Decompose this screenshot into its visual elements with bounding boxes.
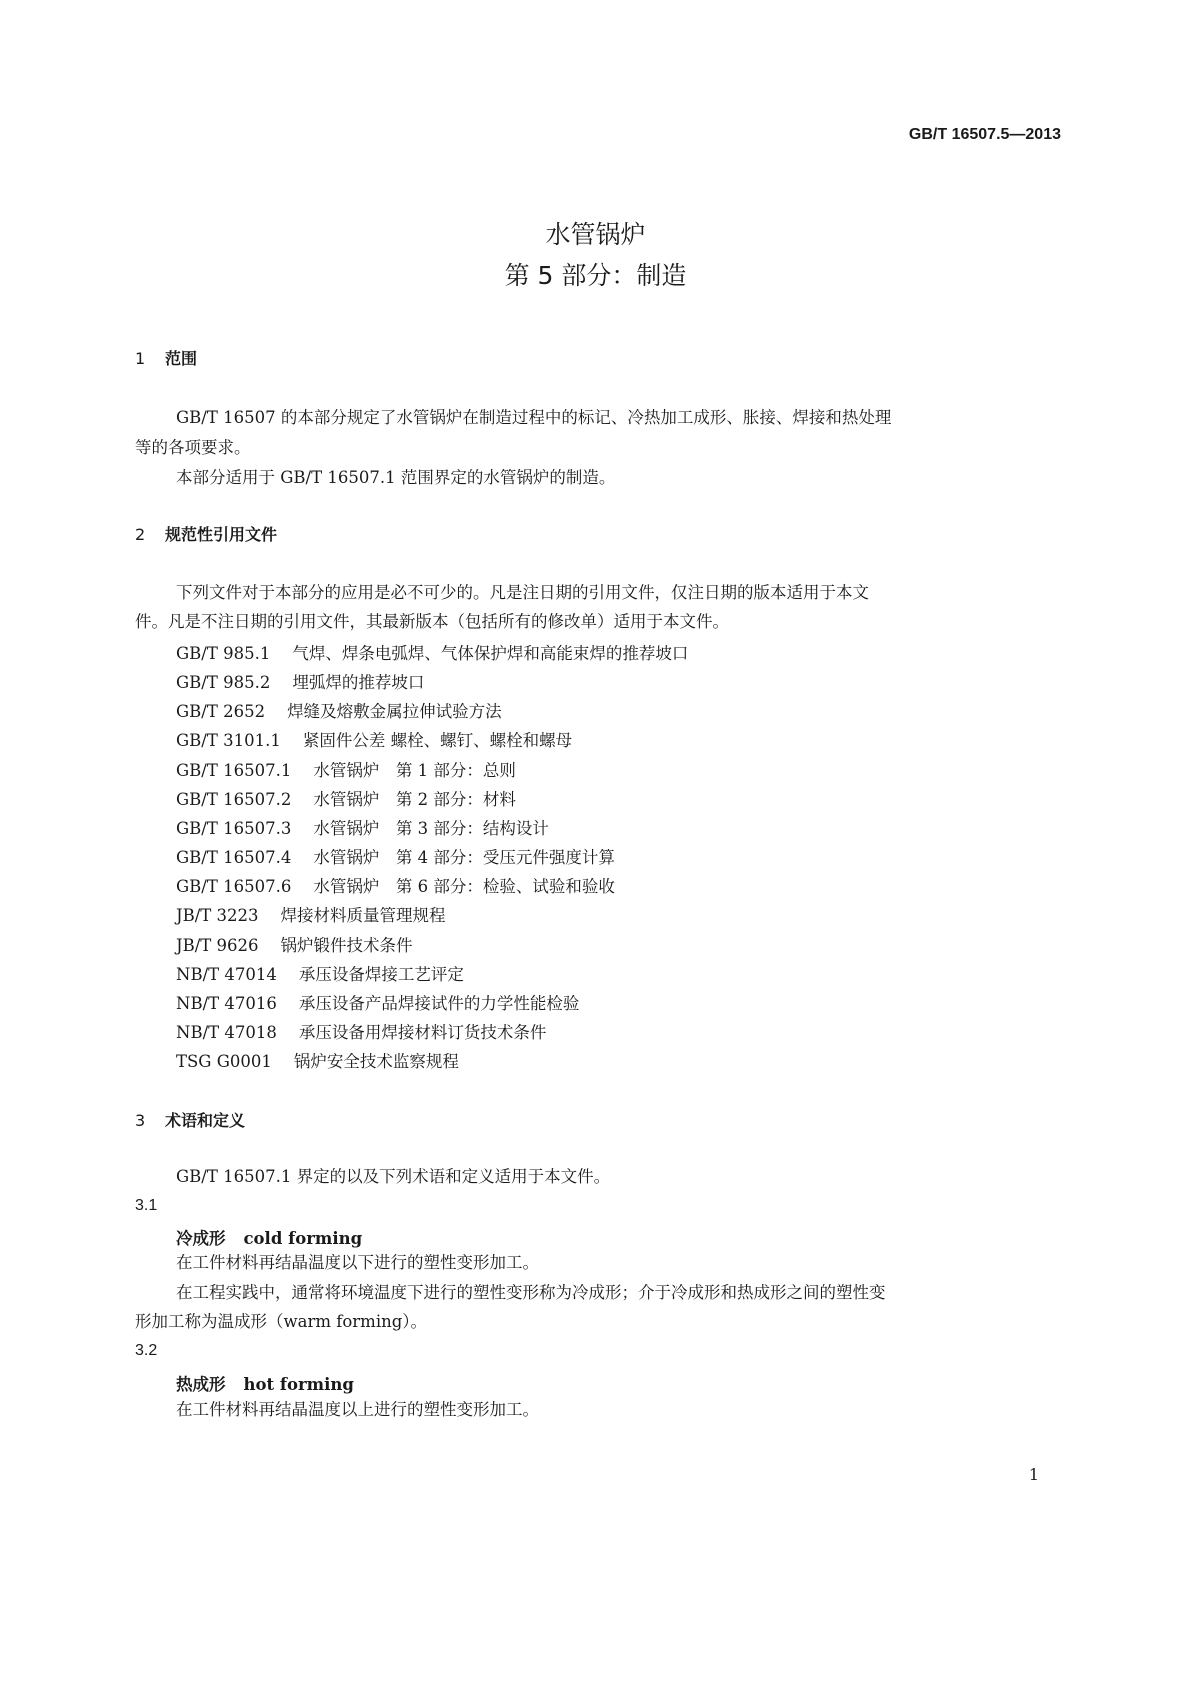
term-number: 3.2: [135, 1342, 158, 1359]
paragraph-line: 等的各项要求。: [135, 438, 251, 457]
section-number: 1: [135, 349, 146, 368]
reference-item: [176, 1048, 459, 1072]
section-heading-normative-references: [135, 522, 277, 545]
reference-item: [176, 727, 572, 751]
paragraph-line: GB/T 16507.1 界定的以及下列术语和定义适用于本文件。: [176, 1167, 611, 1186]
reference-title: 紧固件公差 螺栓、螺钉、螺栓和螺母: [302, 731, 573, 750]
reference-code: GB/T 985.2: [176, 673, 271, 692]
reference-item: [176, 698, 502, 722]
reference-item: [176, 961, 464, 985]
reference-title: 承压设备产品焊接试件的力学性能检验: [298, 994, 580, 1013]
reference-title: 水管锅炉 第 3 部分：结构设计: [313, 819, 549, 838]
document-subtitle: 第 5 部分：制造: [504, 261, 687, 290]
reference-item: [176, 1019, 546, 1043]
reference-title: 焊接材料质量管理规程: [280, 906, 446, 925]
term-en: cold forming: [243, 1229, 363, 1248]
term-definition: 在工件材料再结晶温度以下进行的塑性变形加工。: [176, 1253, 539, 1272]
paragraph-line: 件。凡是不注日期的引用文件，其最新版本（包括所有的修改单）适用于本文件。: [135, 612, 729, 631]
reference-item: [176, 932, 413, 956]
reference-title: 埋弧焊的推荐坡口: [292, 673, 425, 692]
section-number: 3: [135, 1111, 146, 1130]
reference-item: [176, 990, 579, 1014]
section-heading-terms: [135, 1108, 245, 1131]
reference-code: GB/T 2652: [176, 702, 266, 721]
section-title: 范围: [165, 349, 198, 368]
reference-code: NB/T 47016: [176, 994, 277, 1013]
section-title: 术语和定义: [165, 1111, 246, 1130]
reference-code: JB/T 3223: [176, 906, 259, 925]
reference-code: NB/T 47014: [176, 965, 277, 984]
paragraph-line: 下列文件对于本部分的应用是必不可少的。凡是注日期的引用文件，仅注日期的版本适用于本文: [176, 583, 869, 602]
reference-code: JB/T 9626: [176, 936, 259, 955]
reference-title: 锅炉安全技术监察规程: [293, 1052, 459, 1071]
term-note-line: 在工程实践中，通常将环境温度下进行的塑性变形称为冷成形；介于冷成形和热成形之间的塑性变: [176, 1283, 886, 1302]
reference-item: [176, 902, 446, 926]
reference-code: TSG G0001: [176, 1052, 272, 1071]
reference-code: GB/T 16507.1: [176, 761, 292, 780]
document-title: 水管锅炉: [545, 220, 646, 249]
term-heading: [176, 1371, 354, 1395]
term-note-line: 形加工称为温成形（warm forming）。: [135, 1312, 428, 1331]
reference-title: 水管锅炉 第 1 部分：总则: [313, 761, 516, 780]
reference-code: GB/T 3101.1: [176, 731, 281, 750]
reference-code: GB/T 16507.6: [176, 877, 292, 896]
reference-item: [176, 815, 549, 839]
reference-code: GB/T 16507.3: [176, 819, 292, 838]
reference-title: 水管锅炉 第 2 部分：材料: [313, 790, 516, 809]
reference-item: [176, 844, 615, 868]
reference-item: [176, 873, 615, 897]
reference-item: [176, 786, 516, 810]
term-zh: 冷成形: [176, 1229, 226, 1248]
reference-code: GB/T 985.1: [176, 644, 271, 663]
reference-item: [176, 669, 424, 693]
reference-code: GB/T 16507.4: [176, 848, 292, 867]
reference-item: [176, 640, 688, 664]
reference-title: 水管锅炉 第 6 部分：检验、试验和验收: [313, 877, 615, 896]
term-number: 3.1: [135, 1197, 158, 1214]
section-title: 规范性引用文件: [165, 525, 278, 544]
section-heading-scope: [135, 346, 197, 369]
reference-title: 锅炉锻件技术条件: [280, 936, 413, 955]
paragraph-line: GB/T 16507 的本部分规定了水管锅炉在制造过程中的标记、冷热加工成形、胀接、焊接和热处理: [176, 408, 892, 427]
reference-title: 水管锅炉 第 4 部分：受压元件强度计算: [313, 848, 615, 867]
reference-title: 承压设备用焊接材料订货技术条件: [298, 1023, 547, 1042]
reference-title: 气焊、焊条电弧焊、气体保护焊和高能束焊的推荐坡口: [292, 644, 689, 663]
paragraph-line: 本部分适用于 GB/T 16507.1 范围界定的水管锅炉的制造。: [176, 468, 616, 487]
standard-code: GB/T 16507.5—2013: [908, 126, 1061, 143]
term-en: hot forming: [243, 1375, 354, 1394]
reference-item: [176, 757, 516, 781]
term-definition: 在工件材料再结晶温度以上进行的塑性变形加工。: [176, 1400, 539, 1419]
reference-title: 焊缝及熔敷金属拉伸试验方法: [287, 702, 502, 721]
reference-code: GB/T 16507.2: [176, 790, 292, 809]
section-number: 2: [135, 525, 146, 544]
term-zh: 热成形: [176, 1375, 226, 1394]
reference-title: 承压设备焊接工艺评定: [298, 965, 464, 984]
term-heading: [176, 1225, 362, 1249]
reference-code: NB/T 47018: [176, 1023, 277, 1042]
page-number: 1: [1028, 1465, 1039, 1484]
